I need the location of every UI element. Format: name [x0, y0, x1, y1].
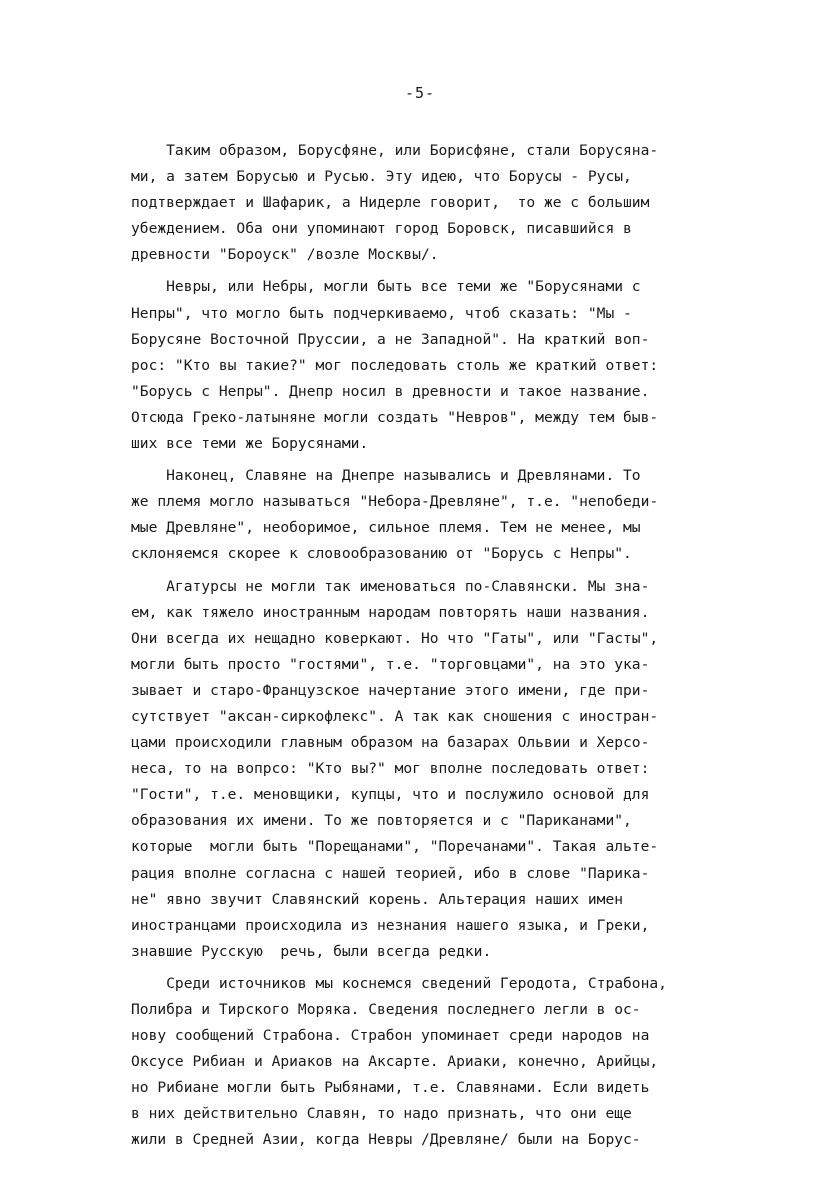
text-line: Непры", что могло быть подчеркиваемо, чтоб сказать: "Мы -: [131, 304, 632, 322]
text-line: зывает и старо-Французское начертание этого имени, где при-: [131, 681, 650, 699]
text-line: цами происходили главным образом на базарах Ольвии и Херсо-: [131, 734, 650, 752]
text-line: могли быть просто "гостями", т.е. "торговцами", на это ука-: [131, 655, 650, 673]
text-line: "Борусь с Непры". Днепр носил в древности и такое название.: [131, 382, 650, 400]
text-line: ших все теми же Борусянами.: [131, 435, 369, 453]
text-line: знавшие Русскую речь, были всегда редки.: [131, 942, 492, 960]
text-line: нову сообщений Страбона. Страбон упоминает среди народов на: [131, 1027, 650, 1045]
body-text: [131, 138, 771, 1154]
text-line: в них действительно Славян, то надо признать, что они еще: [131, 1105, 632, 1123]
text-line: мые Древляне", необоримое, сильное племя. Тем не менее, мы: [131, 519, 641, 537]
text-line: же племя могло называться "Небора-Древляне", т.е. "непобеди-: [131, 493, 659, 511]
text-line: рос: "Кто вы такие?" мог последовать столь же краткий ответ:: [131, 356, 659, 374]
text-line: Они всегда их нещадно коверкают. Но что "Гаты", или "Гасты",: [131, 629, 659, 647]
text-line: древности "Бороуск" /возле Москвы/.: [131, 246, 439, 264]
text-line: подтверждает и Шафарик, а Нидерле говорит, то же с большим: [131, 194, 650, 212]
text-line: жили в Средней Азии, когда Невры /Древляне/ были на Борус-: [131, 1131, 641, 1149]
page-number: -5-: [404, 84, 436, 102]
text-line: склоняемся скорее к словообразованию от "Борусь с Непры".: [131, 545, 632, 563]
text-line: сутствует "аксан-сиркофлекс". А так как сношения с иностран-: [131, 707, 659, 725]
text-line: Среди источников мы коснемся сведений Геродота, Страбона,: [131, 974, 667, 992]
text-line: Оксусе Рибиан и Ариаков на Аксарте. Ариаки, конечно, Арийцы,: [131, 1053, 659, 1071]
text-line: Невры, или Небры, могли быть все теми же "Борусянами с: [131, 278, 641, 296]
text-line: не" явно звучит Славянский корень. Альтерация наших имен: [131, 890, 624, 908]
text-line: иностранцами происходила из незнания нашего языка, и Греки,: [131, 916, 650, 934]
text-line: Полибра и Тирского Моряка. Сведения последнего легли в ос-: [131, 1001, 641, 1018]
text-line: которые могли быть "Порещанами", "Поречанами". Такая альте-: [131, 838, 659, 856]
text-line: "Гости", т.е. меновщики, купцы, что и послужило основой для: [131, 786, 650, 804]
text-line: ми, а затем Борусью и Русью. Эту идею, что Борусы - Русы,: [131, 168, 632, 186]
text-line: ем, как тяжело иностранным народам повторять наши названия.: [131, 603, 650, 621]
text-line: Агатурсы не могли так именоваться по-Славянски. Мы зна-: [131, 577, 650, 595]
text-line: Наконец, Славяне на Днепре назывались и Древлянами. То: [131, 467, 641, 485]
text-line: образования их имени. То же повторяется и с "Париканами",: [131, 812, 632, 830]
text-line: но Рибиане могли быть Рыбянами, т.е. Славянами. Если видеть: [131, 1079, 650, 1097]
text-line: Отсюда Греко-латыняне могли создать "Невров", между тем быв-: [131, 408, 659, 426]
text-line: Таким образом, Борусфяне, или Борисфяне, стали Борусяна-: [131, 142, 659, 159]
text-line: Борусяне Восточной Пруссии, а не Западной". На краткий воп-: [131, 330, 650, 348]
text-line: неса, то на вопрсо: "Кто вы?" мог вполне последовать ответ:: [131, 760, 650, 778]
text-line: убеждением. Оба они упоминают город Боровск, писавшийся в: [131, 220, 632, 238]
text-line: рация вполне согласна с нашей теорией, ибо в слове "Парика-: [131, 864, 650, 882]
